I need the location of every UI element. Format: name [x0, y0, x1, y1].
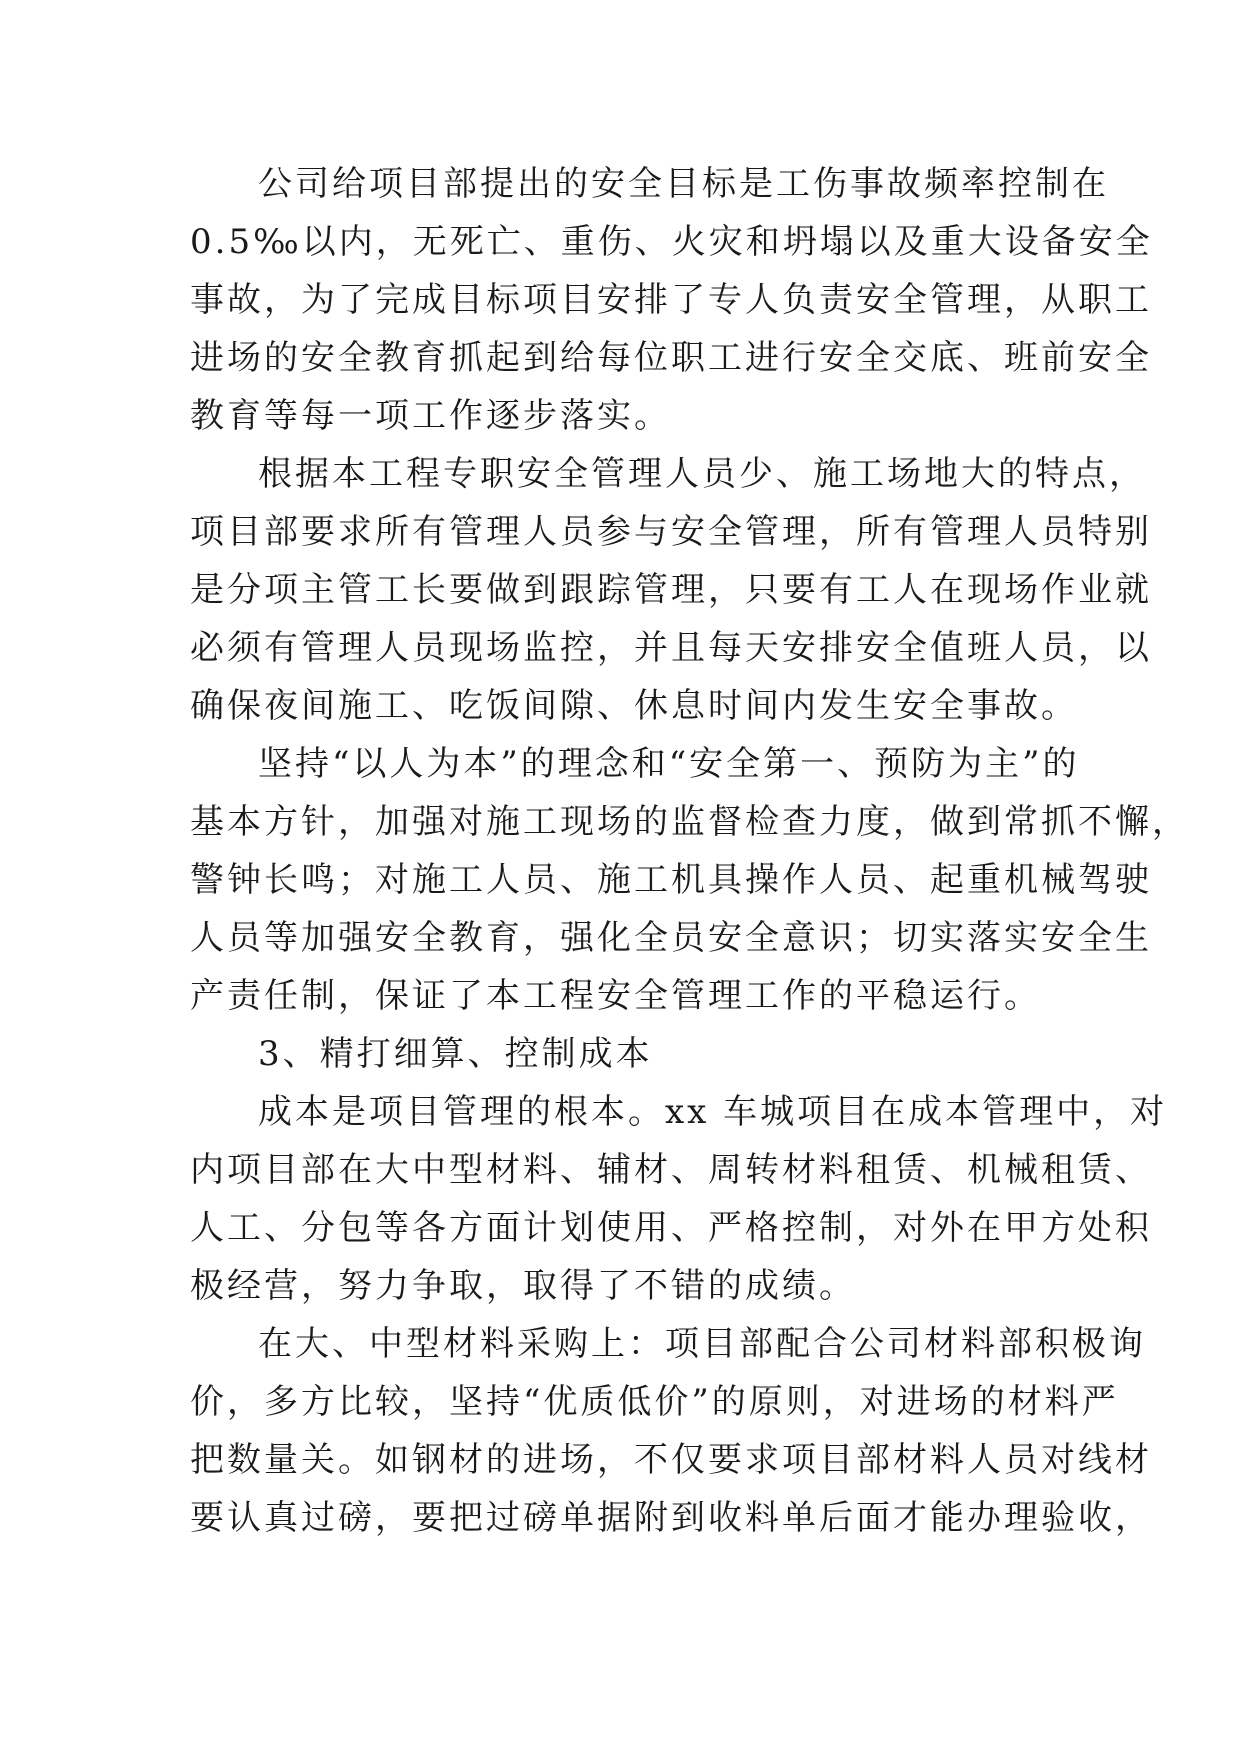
paragraph-2-line-5: 确保夜间施工、吃饭间隙、休息时间内发生安全事故。 — [190, 686, 1078, 726]
paragraph-2-line-2: 项目部要求所有管理人员参与安全管理，所有管理人员特别 — [190, 512, 1152, 552]
paragraph-3-line-3: 警钟长鸣；对施工人员、施工机具操作人员、起重机械驾驶 — [190, 860, 1152, 900]
paragraph-3-line-4: 人员等加强安全教育，强化全员安全意识；切实落实安全生 — [190, 918, 1152, 958]
paragraph-1-line-1: 公司给项目部提出的安全目标是工伤事故频率控制在 — [258, 164, 1109, 204]
paragraph-3-line-1: 坚持“以人为本”的理念和“安全第一、预防为主”的 — [258, 744, 1080, 784]
paragraph-2-line-3: 是分项主管工长要做到跟踪管理，只要有工人在现场作业就 — [190, 570, 1152, 610]
paragraph-4-line-3: 人工、分包等各方面计划使用、严格控制，对外在甲方处积 — [190, 1208, 1152, 1248]
paragraph-5-line-4: 要认真过磅，要把过磅单据附到收料单后面才能办理验收， — [190, 1498, 1152, 1538]
paragraph-1-line-3: 事故，为了完成目标项目安排了专人负责安全管理，从职工 — [190, 280, 1152, 320]
paragraph-1-line-2: 0.5‰以内，无死亡、重伤、火灾和坍塌以及重大设备安全 — [190, 222, 1153, 262]
paragraph-5-line-3: 把数量关。如钢材的进场，不仅要求项目部材料人员对线材 — [190, 1440, 1152, 1480]
paragraph-4-line-1: 成本是项目管理的根本。xx 车城项目在成本管理中，对 — [258, 1092, 1168, 1132]
paragraph-5-line-2: 价，多方比较，坚持“优质低价”的原则，对进场的材料严 — [190, 1382, 1119, 1422]
paragraph-4-line-4: 极经营，努力争取，取得了不错的成绩。 — [190, 1266, 856, 1306]
paragraph-2-line-4: 必须有管理人员现场监控，并且每天安排安全值班人员，以 — [190, 628, 1152, 668]
paragraph-1-line-4: 进场的安全教育抓起到给每位职工进行安全交底、班前安全 — [190, 338, 1152, 378]
paragraph-1-line-5: 教育等每一项工作逐步落实。 — [190, 396, 671, 436]
paragraph-5-line-1: 在大、中型材料采购上：项目部配合公司材料部积极询 — [258, 1324, 1146, 1364]
paragraph-4-line-2: 内项目部在大中型材料、辅材、周转材料租赁、机械租赁、 — [190, 1150, 1152, 1190]
paragraph-3-line-2: 基本方针，加强对施工现场的监督检查力度，做到常抓不懈， — [190, 802, 1189, 842]
section-heading: 3、精打细算、控制成本 — [258, 1034, 653, 1074]
paragraph-2-line-1: 根据本工程专职安全管理人员少、施工场地大的特点， — [258, 454, 1146, 494]
paragraph-3-line-5: 产责任制，保证了本工程安全管理工作的平稳运行。 — [190, 976, 1041, 1016]
